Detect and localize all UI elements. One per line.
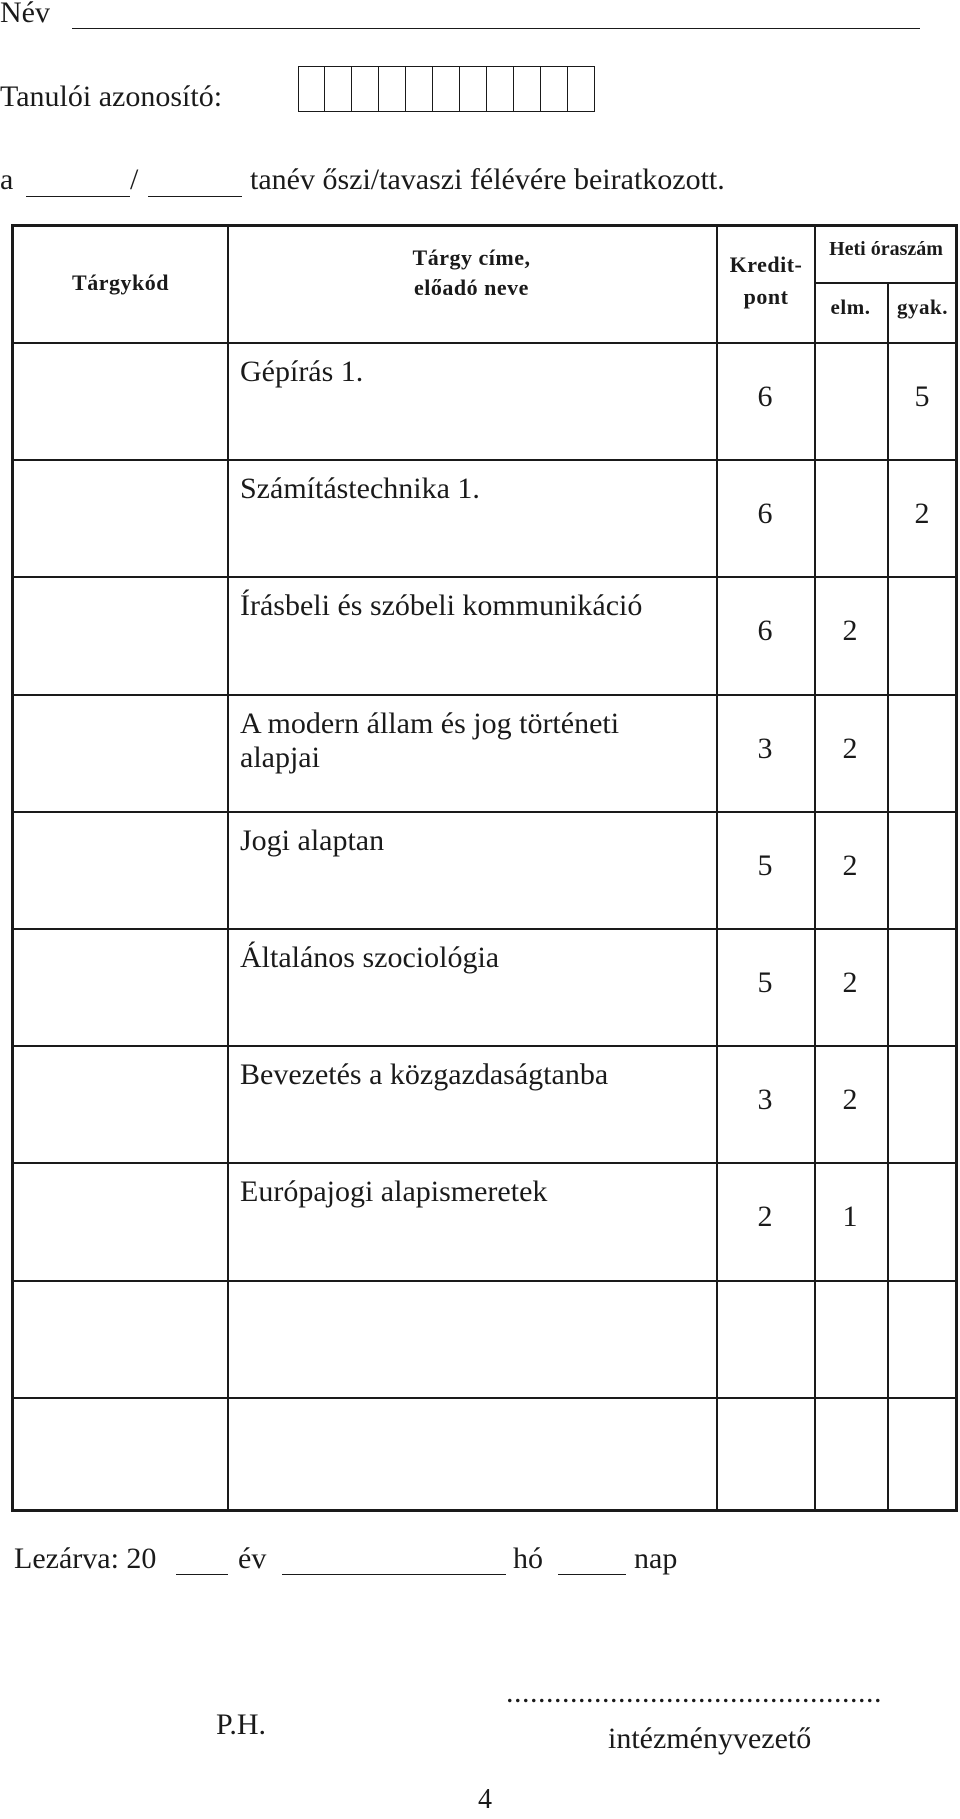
- row-credit: 2: [757, 1200, 773, 1234]
- row-code-cell[interactable]: [14, 459, 227, 576]
- header-code: Tárgykód: [72, 270, 169, 295]
- row-code-cell[interactable]: [14, 1397, 227, 1514]
- day-label: nap: [634, 1542, 678, 1575]
- student-id-box[interactable]: [298, 66, 325, 112]
- header-weekly-hours: Heti óraszám: [829, 238, 943, 260]
- student-id-label: Tanulói azonosító:: [0, 80, 223, 113]
- row-credit: 3: [757, 1083, 773, 1117]
- row-title: Írásbeli és szóbeli kommunikáció: [240, 589, 643, 623]
- row-title: Európajogi alapismeretek: [240, 1175, 548, 1209]
- row-lecture: 2: [842, 848, 858, 882]
- term-year-start-field[interactable]: [26, 196, 130, 197]
- page-number: 4: [478, 1784, 492, 1815]
- student-id-box[interactable]: [568, 66, 595, 112]
- term-slash: /: [130, 163, 139, 196]
- student-id-boxes[interactable]: [298, 66, 595, 112]
- row-code-cell[interactable]: [14, 1280, 227, 1397]
- closed-day-field[interactable]: [558, 1574, 626, 1575]
- signature-line[interactable]: ...............................................: [506, 1676, 882, 1709]
- row-code-cell[interactable]: [14, 694, 227, 811]
- student-id-box[interactable]: [514, 66, 541, 112]
- col-divider-title: [716, 227, 718, 1509]
- year-label: év: [238, 1542, 267, 1575]
- row-code-cell[interactable]: [14, 576, 227, 693]
- row-lecture: 2: [842, 731, 858, 765]
- row-title: Bevezetés a közgazdaságtanba: [240, 1058, 609, 1092]
- row-lecture: 2: [842, 1083, 858, 1117]
- row-title: A modern állam és jog történeti: [240, 706, 620, 740]
- row-code-cell[interactable]: [14, 811, 227, 928]
- row-title: alapjai: [240, 740, 320, 774]
- header-credit-line1: Kredit-: [729, 252, 803, 277]
- row-credit: 3: [757, 731, 773, 765]
- row-credit: 6: [757, 497, 773, 531]
- row-title: Számítástechnika 1.: [240, 472, 480, 506]
- header-lecture: elm.: [830, 295, 871, 319]
- name-field[interactable]: [72, 28, 920, 29]
- row-practice: 5: [914, 380, 930, 413]
- course-table: [11, 224, 958, 1512]
- signatory-label: intézményvezető: [608, 1722, 812, 1755]
- row-lecture: 2: [842, 966, 858, 999]
- row-title: Jogi alaptan: [240, 823, 385, 857]
- closed-month-field[interactable]: [282, 1574, 506, 1575]
- closed-year-field[interactable]: [176, 1574, 228, 1575]
- name-label: Név: [0, 0, 50, 29]
- row-lecture: 1: [842, 1200, 858, 1234]
- row-code-cell[interactable]: [14, 1045, 227, 1162]
- closed-label: Lezárva: 20: [14, 1542, 157, 1575]
- row-title: Általános szociológia: [240, 941, 500, 974]
- student-id-box[interactable]: [433, 66, 460, 112]
- student-id-box[interactable]: [460, 66, 487, 112]
- student-id-box[interactable]: [487, 66, 514, 112]
- student-id-box[interactable]: [352, 66, 379, 112]
- student-id-box[interactable]: [406, 66, 433, 112]
- term-prefix: a: [0, 163, 14, 196]
- term-suffix: tanév őszi/tavaszi félévére beiratkozott.: [250, 163, 725, 196]
- row-code-cell[interactable]: [14, 928, 227, 1045]
- stamp-label: P.H.: [216, 1708, 267, 1741]
- student-id-box[interactable]: [541, 66, 568, 112]
- col-divider-code: [227, 227, 229, 1509]
- col-divider-credit-lecture: [814, 227, 816, 1509]
- row-title: Gépírás 1.: [240, 355, 364, 388]
- row-code-cell[interactable]: [14, 342, 227, 459]
- weekly-hours-divider: [814, 282, 955, 284]
- col-divider-lecture-practice: [887, 283, 889, 1509]
- student-id-box[interactable]: [379, 66, 406, 112]
- row-credit: 6: [757, 614, 773, 648]
- row-credit: 5: [757, 966, 773, 999]
- header-practice: gyak.: [897, 295, 948, 319]
- row-code-cell[interactable]: [14, 1162, 227, 1279]
- row-credit: 6: [757, 380, 773, 413]
- term-year-end-field[interactable]: [148, 196, 242, 197]
- header-credit-line2: pont: [743, 284, 789, 309]
- row-practice: 2: [914, 497, 930, 531]
- row-credit: 5: [757, 848, 773, 882]
- month-label: hó: [513, 1542, 543, 1575]
- header-title-line2: előadó neve: [414, 275, 529, 300]
- row-lecture: 2: [842, 614, 858, 648]
- header-title-line1: Tárgy címe,: [412, 245, 531, 270]
- student-id-box[interactable]: [325, 66, 352, 112]
